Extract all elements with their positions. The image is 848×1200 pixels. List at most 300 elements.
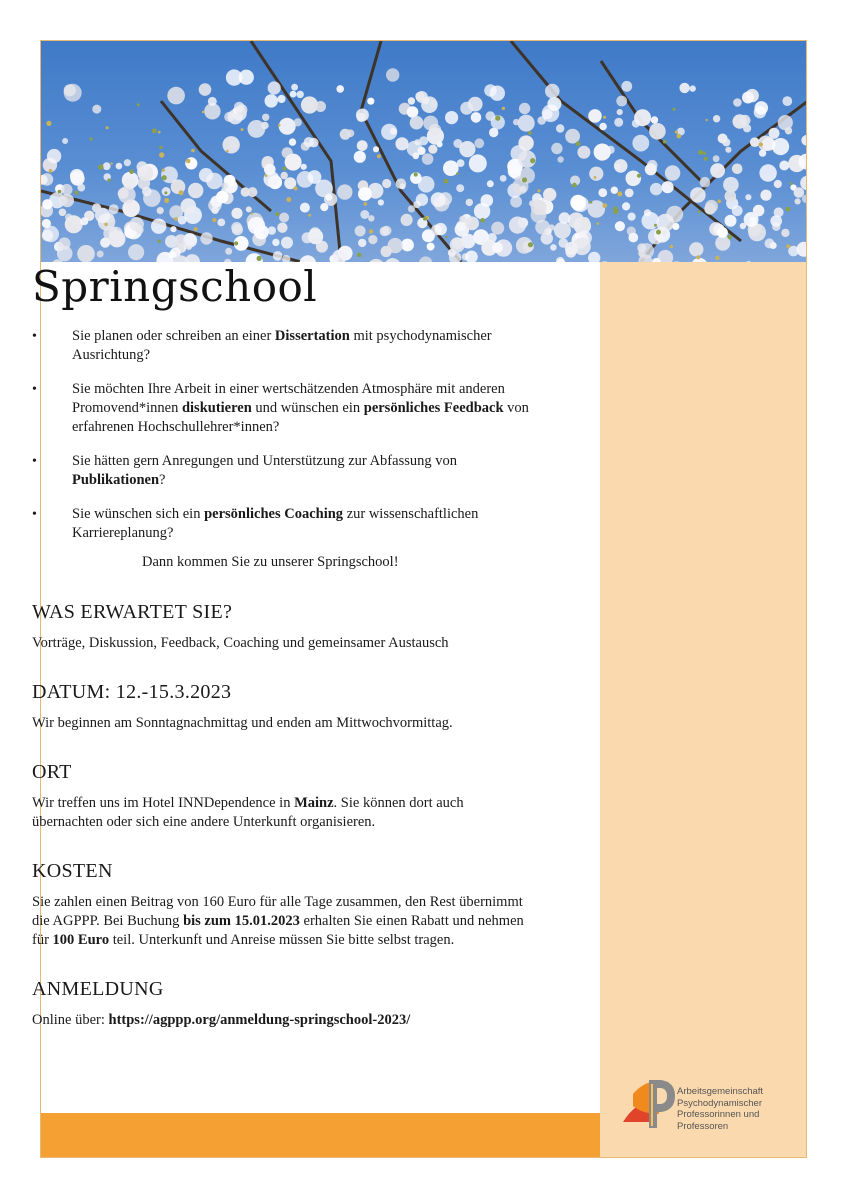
blossom bbox=[745, 194, 751, 200]
text-run: teil. Unterkunft und Anreise müssen Sie bitte selbst tragen. bbox=[109, 932, 455, 948]
leaf bbox=[159, 152, 164, 157]
leaf bbox=[663, 140, 667, 144]
blossom bbox=[355, 226, 366, 237]
blossom bbox=[373, 146, 379, 152]
blossom bbox=[628, 233, 638, 243]
emphasis-text: bis zum 15.01.2023 bbox=[183, 913, 300, 929]
blossom bbox=[184, 233, 196, 245]
blossom bbox=[128, 244, 144, 260]
cherry-blossom-header-image bbox=[41, 41, 807, 262]
blossom bbox=[450, 237, 465, 252]
bullet-item bbox=[32, 505, 537, 543]
blossom bbox=[315, 101, 326, 112]
blossom bbox=[422, 153, 434, 165]
blossom bbox=[588, 252, 600, 262]
blossom bbox=[465, 217, 479, 231]
leaf bbox=[696, 255, 700, 259]
leaf bbox=[502, 107, 505, 110]
blossom bbox=[795, 198, 801, 204]
blossom bbox=[368, 215, 374, 221]
blossom bbox=[168, 251, 176, 259]
bullet-item bbox=[32, 327, 537, 365]
leaf bbox=[759, 142, 763, 146]
blossom bbox=[225, 248, 232, 255]
section-heading: DATUM: 12.-15.3.2023 bbox=[32, 681, 232, 703]
blossom bbox=[513, 119, 519, 125]
blossom bbox=[717, 227, 728, 238]
blossom bbox=[617, 109, 623, 115]
blossom bbox=[577, 146, 590, 159]
section-heading: ANMELDUNG bbox=[32, 978, 164, 1000]
leaf bbox=[159, 146, 162, 149]
blossom bbox=[116, 163, 123, 170]
blossom bbox=[801, 135, 807, 146]
blossom bbox=[650, 183, 662, 195]
blossom bbox=[723, 177, 739, 193]
blossom bbox=[308, 102, 316, 110]
blossom bbox=[142, 187, 152, 197]
leaf bbox=[89, 137, 92, 140]
bullet-icon: • bbox=[32, 329, 37, 344]
leaf bbox=[251, 212, 253, 214]
leaf bbox=[786, 207, 791, 212]
section-register bbox=[32, 978, 537, 1030]
blossom bbox=[92, 203, 101, 212]
text-run: ? bbox=[159, 472, 166, 488]
leaf bbox=[104, 223, 107, 226]
blossom bbox=[638, 250, 645, 257]
blossom bbox=[268, 226, 276, 234]
leaf bbox=[528, 242, 533, 247]
emphasis-text: Mainz bbox=[294, 795, 334, 811]
leaf bbox=[164, 198, 169, 203]
blossom bbox=[713, 155, 720, 162]
blossom bbox=[291, 84, 298, 91]
leaf bbox=[286, 197, 291, 202]
leaf bbox=[613, 207, 618, 212]
leaf bbox=[480, 218, 485, 223]
blossom bbox=[465, 251, 478, 263]
blossom bbox=[380, 227, 390, 237]
text-run: Sie planen oder schreiben an einer bbox=[72, 328, 275, 344]
section-heading: KOSTEN bbox=[32, 860, 113, 882]
leaf bbox=[806, 213, 807, 216]
blossom bbox=[290, 91, 297, 98]
bullet-text bbox=[72, 381, 529, 435]
leaf bbox=[234, 241, 238, 245]
blossom bbox=[759, 164, 776, 181]
blossom bbox=[43, 226, 59, 242]
blossom bbox=[474, 203, 490, 219]
blossom bbox=[662, 181, 674, 193]
leaf bbox=[158, 240, 161, 243]
blossom bbox=[400, 183, 406, 189]
blossom bbox=[445, 111, 458, 124]
leaf bbox=[594, 176, 597, 179]
leaf bbox=[226, 150, 229, 153]
leaf bbox=[191, 149, 195, 153]
blossom bbox=[550, 244, 557, 251]
blossom bbox=[772, 138, 789, 155]
leaf bbox=[704, 157, 708, 161]
blossom bbox=[206, 173, 223, 190]
blossom bbox=[358, 239, 366, 247]
blossom bbox=[589, 167, 603, 181]
blossom bbox=[408, 205, 415, 212]
blossom bbox=[381, 124, 397, 140]
blossom bbox=[77, 245, 95, 262]
blossom bbox=[281, 237, 293, 249]
side-panel bbox=[600, 262, 807, 1158]
blossom bbox=[632, 135, 649, 152]
blossom bbox=[347, 129, 355, 137]
leaf bbox=[597, 222, 600, 225]
leaf bbox=[706, 119, 708, 121]
blossom bbox=[97, 251, 104, 258]
blossom bbox=[42, 199, 52, 209]
leaf bbox=[278, 124, 281, 127]
leaf bbox=[528, 131, 532, 135]
logo-line: Professorinnen und bbox=[677, 1109, 760, 1120]
leaf bbox=[152, 128, 157, 133]
blossom bbox=[360, 210, 369, 219]
leaf bbox=[698, 210, 701, 213]
blossom bbox=[297, 91, 304, 98]
blossom bbox=[254, 225, 269, 240]
leaf bbox=[75, 191, 79, 195]
section-text bbox=[32, 1011, 537, 1030]
blossom bbox=[208, 97, 217, 106]
blossom bbox=[336, 85, 344, 93]
leaf bbox=[790, 182, 793, 185]
section-text bbox=[32, 794, 537, 832]
blossom bbox=[277, 223, 287, 233]
blossom bbox=[545, 84, 560, 99]
blossom bbox=[285, 154, 302, 171]
blossom bbox=[302, 232, 313, 243]
leaf bbox=[675, 130, 678, 133]
blossom bbox=[725, 190, 737, 202]
section-expect bbox=[32, 601, 537, 653]
leaf bbox=[445, 236, 447, 238]
blossom bbox=[679, 83, 689, 93]
blossom bbox=[416, 194, 428, 206]
blossom bbox=[367, 98, 374, 105]
blossom bbox=[651, 116, 658, 123]
blossom bbox=[337, 184, 352, 199]
blossom bbox=[200, 232, 212, 244]
leaf bbox=[49, 169, 53, 173]
blossom bbox=[234, 102, 244, 112]
blossom bbox=[232, 224, 243, 235]
blossom bbox=[486, 111, 496, 121]
blossom bbox=[304, 137, 314, 147]
leaf bbox=[164, 191, 167, 194]
leaf bbox=[363, 202, 367, 206]
leaf bbox=[456, 172, 459, 175]
blossom bbox=[229, 141, 237, 149]
blossom bbox=[100, 238, 110, 248]
section-place bbox=[32, 761, 537, 832]
blossom bbox=[690, 187, 706, 203]
registration-link[interactable]: https://agppp.org/anmeldung-springschool-2023/ bbox=[108, 1012, 411, 1028]
text-run: Sie zahlen einen Beitrag von 160 Euro für alle Tage zusammen, den Rest übernimmt die AGPPP. Bei Buchung bbox=[32, 894, 523, 929]
emphasis-text: Publikationen bbox=[72, 472, 160, 488]
blossom bbox=[628, 213, 636, 221]
blossom bbox=[471, 112, 482, 123]
blossom bbox=[557, 156, 563, 162]
blossom bbox=[725, 147, 731, 153]
blossom bbox=[221, 182, 228, 189]
emphasis-text: persönliches Feedback bbox=[363, 400, 504, 416]
leaf bbox=[414, 172, 418, 176]
text-run: zur wissenschaftlichen Karriereplanung? bbox=[72, 506, 479, 541]
blossom bbox=[325, 194, 332, 201]
leaf bbox=[572, 183, 577, 188]
blossom bbox=[294, 118, 302, 126]
blossom bbox=[535, 220, 550, 235]
section-heading: ORT bbox=[32, 761, 72, 783]
leaf bbox=[522, 177, 527, 182]
leaf bbox=[656, 230, 661, 235]
blossom bbox=[130, 217, 144, 231]
agppp-logo-text bbox=[677, 1086, 763, 1132]
text-run: Sie wünschen sich ein bbox=[72, 506, 205, 522]
blossom bbox=[466, 199, 473, 206]
blossom bbox=[760, 190, 771, 201]
leaf bbox=[110, 162, 112, 164]
blossom bbox=[299, 255, 316, 262]
leaf bbox=[186, 159, 191, 164]
leaf bbox=[179, 190, 184, 195]
leaf bbox=[377, 154, 381, 158]
blossom bbox=[124, 159, 131, 166]
blossom bbox=[725, 215, 737, 227]
blossom bbox=[92, 105, 101, 114]
blossom bbox=[388, 238, 403, 253]
blossom bbox=[732, 164, 743, 175]
blossom bbox=[428, 145, 437, 154]
blossom bbox=[65, 215, 83, 233]
leaf bbox=[98, 164, 103, 169]
blossom bbox=[279, 118, 296, 135]
blossom bbox=[774, 180, 782, 188]
agppp-logo bbox=[619, 1076, 807, 1136]
leaf bbox=[275, 212, 279, 216]
text-run: erhalten Sie einen Rabatt und nehmen für bbox=[32, 913, 524, 948]
leaf bbox=[717, 199, 721, 203]
blossom bbox=[754, 106, 766, 118]
blossom bbox=[268, 81, 281, 94]
bullet-list bbox=[32, 327, 537, 543]
blossom bbox=[61, 184, 72, 195]
leaf bbox=[728, 235, 733, 240]
leaf bbox=[603, 116, 606, 119]
blossom bbox=[80, 217, 88, 225]
blossom bbox=[188, 183, 203, 198]
blossom bbox=[531, 200, 547, 216]
leaf bbox=[202, 111, 205, 114]
bullet-icon: • bbox=[32, 507, 37, 522]
emphasis-text: Dissertation bbox=[274, 328, 350, 344]
blossom bbox=[742, 92, 754, 104]
agppp-logo-icon bbox=[619, 1076, 675, 1132]
blossom bbox=[456, 184, 464, 192]
section-text bbox=[32, 893, 537, 950]
section-text: Wir beginnen am Sonntagnachmittag und enden am Mittwochvormittag. bbox=[32, 715, 453, 731]
blossom bbox=[614, 159, 628, 173]
blossom bbox=[622, 202, 630, 210]
blossom bbox=[621, 81, 632, 92]
leaf bbox=[715, 256, 719, 260]
blossom bbox=[246, 206, 252, 212]
blossom bbox=[62, 138, 68, 144]
blossom bbox=[656, 214, 674, 232]
leaf bbox=[107, 179, 110, 182]
blossom bbox=[435, 223, 447, 235]
leaf bbox=[423, 217, 427, 221]
blossom bbox=[137, 167, 146, 176]
blossom bbox=[281, 172, 288, 179]
blossom bbox=[598, 188, 607, 197]
blossom bbox=[118, 186, 135, 203]
blossom bbox=[642, 212, 660, 230]
leaf bbox=[194, 227, 198, 231]
leaf bbox=[786, 244, 790, 248]
blossom bbox=[588, 109, 602, 123]
blossom bbox=[468, 97, 483, 112]
leaf bbox=[357, 253, 362, 258]
blossom bbox=[401, 239, 414, 252]
blossom bbox=[378, 199, 384, 205]
blossom bbox=[614, 118, 623, 127]
blossom bbox=[690, 85, 696, 91]
leaf bbox=[576, 141, 581, 146]
blossom bbox=[42, 219, 51, 228]
text-run: Sie möchten Ihre Arbeit in einer wertschätzenden Atmosphäre mit anderen Promovend*innen bbox=[72, 381, 505, 416]
blossom bbox=[181, 198, 197, 214]
emphasis-text: diskutieren bbox=[181, 400, 252, 416]
leaf bbox=[602, 203, 607, 208]
blossom bbox=[70, 169, 84, 183]
blossom bbox=[264, 164, 276, 176]
leaf bbox=[129, 169, 134, 174]
text-run: mit psychodynamischer Ausrichtung? bbox=[72, 328, 492, 363]
blossom bbox=[231, 208, 242, 219]
blossom bbox=[262, 114, 269, 121]
blossom bbox=[431, 192, 446, 207]
bullet-text bbox=[72, 453, 457, 488]
blossom bbox=[519, 103, 530, 114]
leaf bbox=[444, 179, 449, 184]
leaf bbox=[283, 167, 287, 171]
blossom bbox=[410, 116, 424, 130]
blossom bbox=[581, 217, 590, 226]
blossom bbox=[718, 134, 728, 144]
leaf bbox=[46, 121, 51, 126]
blossom bbox=[211, 206, 219, 214]
leaf bbox=[137, 103, 140, 106]
leaf bbox=[670, 245, 673, 248]
blossom bbox=[559, 212, 571, 224]
bullet-item bbox=[32, 452, 537, 490]
blossom bbox=[551, 143, 562, 154]
section-costs bbox=[32, 860, 537, 950]
blossom bbox=[733, 98, 742, 107]
blossom bbox=[733, 114, 747, 128]
blossom bbox=[273, 251, 283, 261]
blossom bbox=[491, 222, 504, 235]
leaf bbox=[703, 152, 706, 155]
leaf bbox=[617, 191, 622, 196]
text-run: von erfahrenen Hochschullehrer*innen? bbox=[72, 400, 529, 435]
blossom bbox=[474, 138, 484, 148]
blossom bbox=[61, 194, 74, 207]
blossom bbox=[261, 122, 269, 130]
blossom bbox=[427, 243, 435, 251]
leaf bbox=[308, 214, 311, 217]
blossom bbox=[459, 216, 466, 223]
blossom bbox=[665, 165, 680, 180]
blossom bbox=[407, 141, 423, 157]
call-to-action: Dann kommen Sie zu unserer Springschool! bbox=[142, 554, 399, 570]
blossom bbox=[781, 229, 789, 237]
blossom bbox=[645, 163, 657, 175]
blossom bbox=[611, 187, 618, 194]
main-content bbox=[32, 262, 537, 1030]
blossom bbox=[408, 97, 415, 104]
blossom bbox=[300, 203, 310, 213]
bullet-icon: • bbox=[32, 382, 37, 397]
blossom bbox=[509, 217, 526, 234]
leaf bbox=[257, 256, 262, 261]
blossom bbox=[170, 226, 176, 232]
blossom bbox=[308, 170, 322, 184]
blossom bbox=[634, 109, 651, 126]
section-date bbox=[32, 681, 537, 733]
leaf bbox=[174, 217, 178, 221]
blossom bbox=[459, 141, 475, 157]
leaf bbox=[672, 108, 675, 111]
blossom bbox=[508, 165, 521, 178]
blossom bbox=[487, 180, 494, 187]
blossom bbox=[279, 213, 289, 223]
blossom bbox=[778, 115, 793, 130]
footer-bar bbox=[41, 1113, 600, 1158]
blossom bbox=[543, 188, 556, 201]
leaf bbox=[590, 201, 593, 204]
blossom bbox=[649, 123, 666, 140]
blossom bbox=[750, 137, 760, 147]
blossom bbox=[713, 115, 720, 122]
blossom bbox=[301, 164, 307, 170]
blossom bbox=[700, 177, 711, 188]
text-run: Sie hätten gern Anregungen und Unterstützung zur Abfassung von bbox=[72, 453, 457, 469]
logo-line: Professoren bbox=[677, 1120, 729, 1132]
blossom bbox=[599, 123, 607, 131]
blossom bbox=[167, 87, 185, 105]
blossom bbox=[216, 191, 228, 203]
blossom bbox=[109, 204, 119, 214]
blossom bbox=[616, 96, 627, 107]
blossom bbox=[59, 209, 67, 217]
blossom bbox=[64, 84, 82, 102]
blossom bbox=[401, 214, 413, 226]
emphasis-text: 100 Euro bbox=[52, 932, 110, 948]
blossom bbox=[395, 137, 408, 150]
leaf bbox=[654, 224, 657, 227]
page-title: Springschool bbox=[32, 262, 318, 311]
